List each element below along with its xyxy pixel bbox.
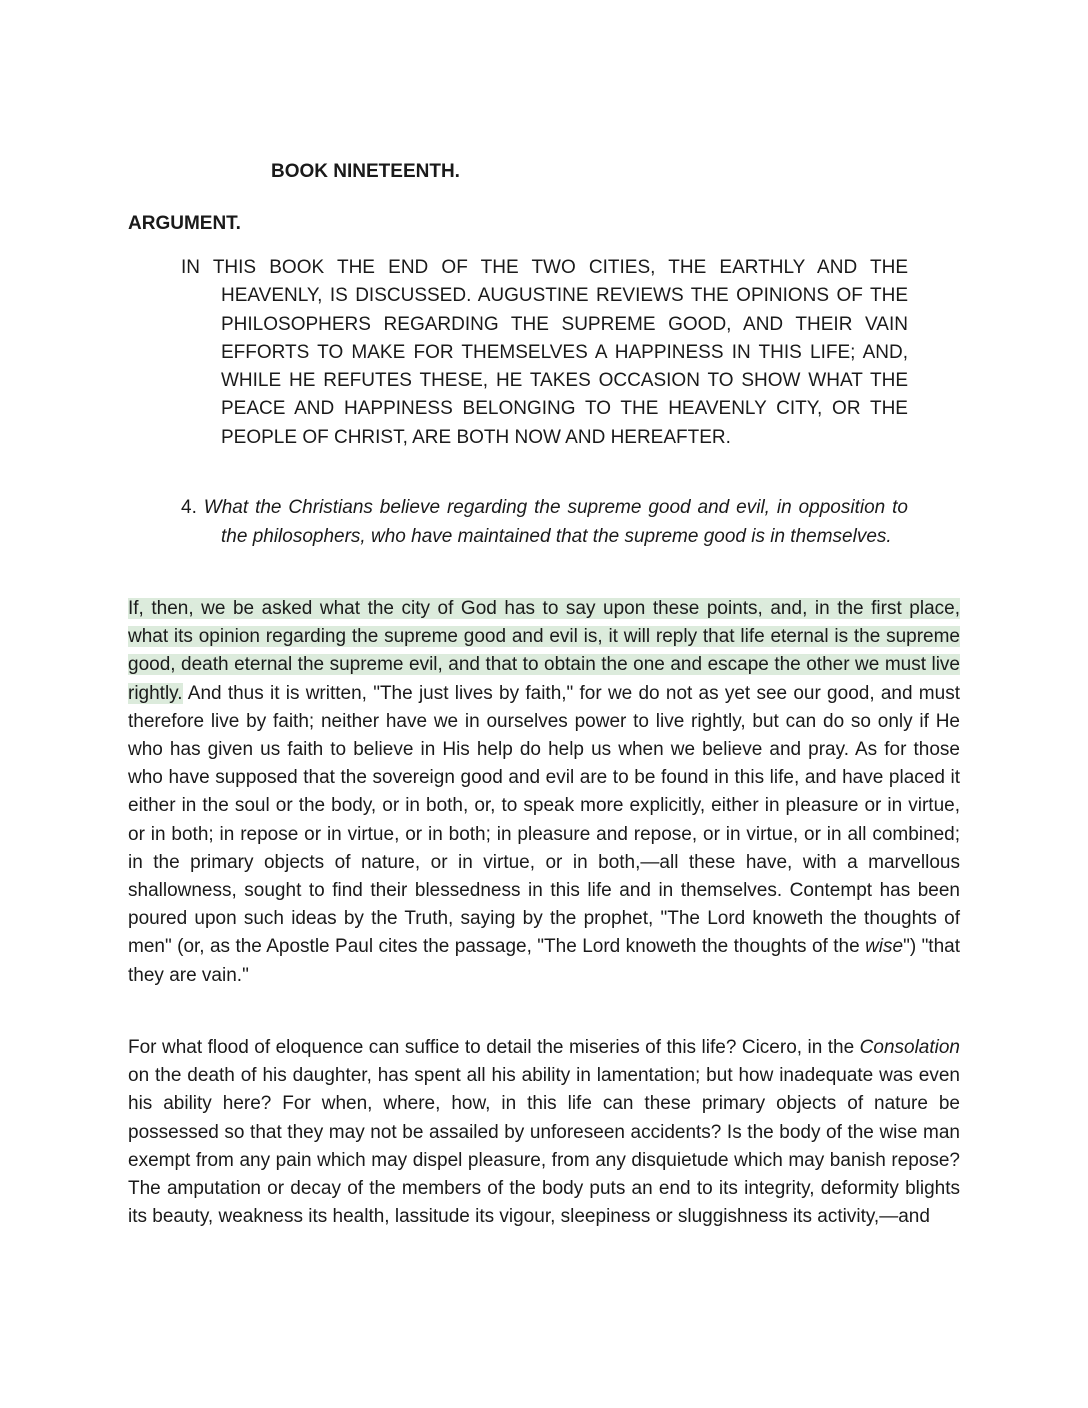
body-paragraph-2 [128, 1034, 960, 1231]
argument-heading: ARGUMENT. [128, 213, 241, 234]
argument-text: IN THIS BOOK THE END OF THE TWO CITIES, THE EARTHLY AND THE HEAVENLY, IS DISCUSSED. AUGUSTINE REVIEWS THE OPINIONS OF THE PHILOSOPHERS REGARDING THE SUPREME GOOD, AND THEIR VAIN EFFORTS TO MAKE FOR THEMSELVES A HAPPINESS IN THIS LIFE; AND, WHILE HE REFUTES THESE, HE TAKES OCCASION TO SHOW WHAT THE PEACE AND HAPPINESS BELONGING TO THE HEAVENLY CITY, OR THE PEOPLE OF CHRIST, ARE BOTH NOW AND HEREAFTER. [181, 257, 908, 448]
highlighted-passage[interactable]: If, then, we be asked what the city of God has to say upon these points, and, in the first place, what its opinion regarding the supreme good and evil is, it will reply that life eternal is the supreme good, death eternal the supreme evil, and that to obtain the one and escape the other we must live rightly. [128, 598, 960, 704]
book-title: BOOK NINETEENTH. [271, 161, 460, 182]
paragraph-1-text: And thus it is written, "The just lives by faith," for we do not as yet see our good, and must therefore live by faith; neither have we in ourselves power to live rightly, but can do so only if He who has given us faith to believe in His help do help us when we believe and pray. As for those who have supposed that the sovereign good and evil are to be found in this life, and have placed it either in the soul or the body, or in both, or, to speak more explicitly, either in pleasure or in virtue, or in both; in repose or in virtue, or in both; in pleasure and repose, or in virtue, or in all combined; in the primary objects of nature, or in virtue, or in both,—all these have, with a marvellous shallowness, sought to find their blessedness in this life and in themselves. Contempt has been poured upon such ideas by the Truth, saying by the prophet, "The Lord knoweth the thoughts of men" (or, as the Apostle Paul cites the passage, "The Lord knoweth the thoughts of the [128, 682, 960, 958]
chapter-heading [181, 494, 908, 551]
paragraph-1-tail: ") "that they are vain." [128, 936, 960, 986]
paragraph-2-text: For what flood of eloquence can suffice to detail the miseries of this life? Cicero, in the [128, 1037, 860, 1058]
body-paragraph-1 [128, 595, 960, 990]
paragraph-2-tail: on the death of his daughter, has spent all his ability in lamentation; but how inadequate was even his ability here? For when, where, how, in this life can these primary objects of nature be possessed so that they may not be assailed by unforeseen accidents? Is the body of the wise man exempt from any pain which may dispel pleasure, from any disquietude which may banish repose? The amputation or decay of the members of the body puts an end to its integrity, deformity blights its beauty, weakness its health, lassitude its vigour, sleepiness or sluggishness its activity,—and [128, 1065, 960, 1228]
chapter-title: What the Christians believe regarding the supreme good and evil, in opposition to the philosophers, who have maintained that the supreme good is in themselves. [203, 497, 908, 547]
chapter-number: 4. [181, 497, 197, 518]
italic-word-consolation: Consolation [859, 1037, 960, 1058]
italic-word-wise: wise [865, 936, 904, 958]
